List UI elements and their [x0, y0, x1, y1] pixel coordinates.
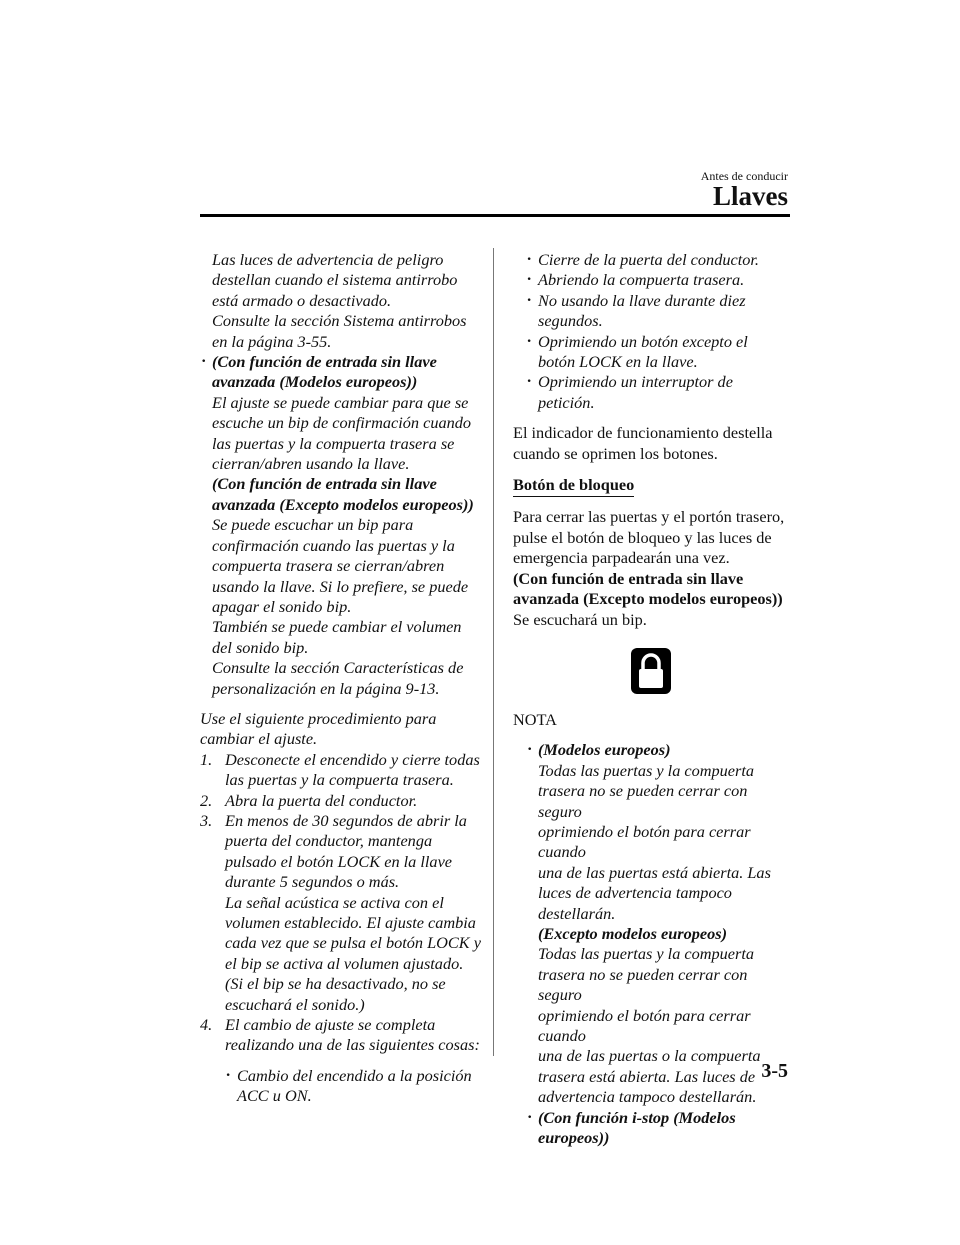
text-line: Consulte la sección Sistema antirrobos [212, 311, 467, 331]
text-line: puerta del conductor, mantenga [225, 831, 433, 851]
text-line: Todas las puertas y la compuerta [538, 944, 755, 964]
text-line: · Oprimiendo un botón excepto el [538, 331, 748, 351]
text-line: cuando se oprimen los botones. [513, 443, 718, 463]
sub-bullet-item [513, 291, 791, 332]
page-number: 3-5 [761, 1060, 788, 1082]
text-line: compuerta trasera se cierran/abren [212, 556, 445, 576]
lock-button-figure [513, 630, 791, 710]
text-line: segundos. [538, 311, 603, 331]
lock-paragraph [513, 507, 791, 629]
procedure-step-4 [200, 1015, 485, 1056]
text-line: en la página 3-55. [212, 331, 332, 351]
bullet-heading: · (Con función de entrada sin llave [212, 352, 437, 372]
bullet-heading: (Excepto modelos europeos) [538, 923, 728, 943]
condition-heading: avanzada (Excepto modelos europeos)) [513, 589, 783, 609]
text-line: trasera no se pueden cerrar con seguro [538, 964, 748, 1005]
sub-bullet-item [513, 270, 791, 290]
text-line: pulse el botón de bloqueo y las luces de [513, 527, 772, 547]
step-number: 1. [200, 749, 213, 769]
text-line: botón LOCK en la llave. [538, 352, 698, 372]
text-line: apagar el sonido bip. [212, 596, 352, 616]
text-line: En menos de 30 segundos de abrir la [225, 810, 467, 830]
text-line: Las luces de advertencia de peligro [212, 250, 444, 269]
text-line: Abra la puerta del conductor. [225, 790, 418, 810]
indicator-paragraph [513, 423, 791, 464]
text-line: el bip se activa al volumen ajustado. [225, 953, 464, 973]
text-line: · No usando la llave durante diez [538, 290, 746, 310]
bullet-heading: · (Modelos europeos) [538, 740, 671, 760]
bullet-heading: avanzada (Excepto modelos europeos)) [212, 494, 474, 514]
note-title: NOTA [513, 709, 557, 729]
procedure-step-1 [200, 750, 485, 791]
left-column [200, 250, 485, 1107]
text-line: realizando una de las siguientes cosas: [225, 1035, 480, 1055]
text-line: El cambio de ajuste se completa [225, 1015, 436, 1035]
text-line: pulsado el botón LOCK en la llave [225, 851, 453, 871]
padlock-icon [631, 648, 671, 694]
text-line: Todas las puertas y la compuerta [538, 760, 755, 780]
bullet-heading: (Con función de entrada sin llave [212, 474, 437, 494]
text-line: Desconecte el encendido y cierre todas [225, 749, 480, 769]
text-line: del sonido bip. [212, 637, 309, 657]
column-divider [493, 248, 494, 1056]
sub-bullet-item [513, 332, 791, 373]
text-line: destellarán. [538, 903, 616, 923]
right-column [513, 250, 791, 1148]
text-line: trasera está abierta. Las luces de [538, 1066, 756, 1086]
sub-bullet-item [513, 250, 791, 270]
text-line: oprimiendo el botón para cerrar cuando [538, 821, 751, 862]
text-line: las puertas y la compuerta trasera. [225, 770, 454, 790]
text-line: trasera no se pueden cerrar con seguro [538, 781, 748, 821]
step-number: 3. [200, 810, 213, 830]
sub-bullet-ignition [200, 1066, 485, 1107]
text-line: personalización en la página 9-13. [212, 678, 440, 698]
text-line: · Abriendo la compuerta trasera. [538, 270, 745, 290]
text-line: confirmación cuando las puertas y la [212, 535, 455, 555]
text-line: ACC u ON. [237, 1086, 312, 1106]
text-line: cambiar el ajuste. [200, 729, 318, 749]
text-line: una de las puertas o la compuerta [538, 1046, 761, 1066]
text-line: · Oprimiendo un interruptor de [538, 372, 733, 392]
text-line: La señal acústica se activa con el [225, 892, 444, 912]
text-line: emergencia parpadearán una vez. [513, 548, 730, 568]
bullet-heading: · (Con función i-stop (Modelos [538, 1107, 736, 1127]
header-rule [200, 214, 790, 217]
note-bullet-european [513, 740, 791, 1107]
text-line: petición. [538, 392, 595, 412]
text-line: cada vez que se pulsa el botón LOCK y [225, 933, 481, 953]
bullet-heading: europeos)) [538, 1128, 610, 1148]
text-line: volumen establecido. El ajuste cambia [225, 913, 476, 932]
text-line: escuchará el sonido.) [225, 994, 365, 1014]
text-line: Consulte la sección Características de [212, 658, 464, 678]
continued-paragraph [200, 250, 485, 352]
running-header-title: Llaves [712, 181, 788, 211]
text-line: Use el siguiente procedimiento para [200, 708, 437, 728]
step-number: 2. [200, 790, 213, 810]
text-line: oprimiendo el botón para cerrar cuando [538, 1005, 751, 1045]
section-heading-lock-button: Botón de bloqueo [513, 475, 634, 497]
text-line: · Cambio del encendido a la posición [237, 1065, 472, 1085]
text-line: (Si el bip se ha desactivado, no se [225, 974, 446, 994]
text-line: Se puede escuchar un bip para [212, 515, 414, 535]
text-line: las puertas y la compuerta trasera se [212, 433, 455, 453]
step-number: 4. [200, 1015, 213, 1035]
condition-heading: (Con función de entrada sin llave [513, 568, 744, 588]
procedure-intro [200, 709, 485, 750]
procedure-step-2 [200, 791, 485, 811]
bullet-keyless-entry [200, 352, 485, 699]
text-line: destellan cuando el sistema antirrobo [212, 270, 458, 290]
text-line: escuche un bip de confirmación cuando [212, 413, 472, 433]
text-line: cierran/abren usando la llave. [212, 454, 410, 474]
text-line: · Cierre de la puerta del conductor. [538, 250, 759, 269]
sub-bullet-item [513, 372, 791, 413]
text-line: luces de advertencia tampoco [538, 883, 732, 903]
text-line: El ajuste se puede cambiar para que se [212, 392, 469, 412]
text-line: Para cerrar las puertas y el portón trasero, [513, 507, 785, 527]
running-header-section: Antes de conducir [700, 169, 788, 183]
procedure-step-3 [200, 811, 485, 1015]
text-line: una de las puertas está abierta. Las [538, 862, 771, 882]
text-line: También se puede cambiar el volumen [212, 617, 462, 637]
note-bullet-istop [513, 1108, 791, 1149]
text-line: está armado o desactivado. [212, 290, 392, 310]
text-line: durante 5 segundos o más. [225, 872, 400, 892]
text-line: advertencia tampoco destellarán. [538, 1087, 757, 1107]
bullet-heading: avanzada (Modelos europeos)) [212, 372, 418, 392]
text-line: usando la llave. Si lo prefiere, se puede [212, 576, 469, 596]
text-line: Se escuchará un bip. [513, 609, 647, 629]
text-line: El indicador de funcionamiento destella [513, 423, 773, 443]
